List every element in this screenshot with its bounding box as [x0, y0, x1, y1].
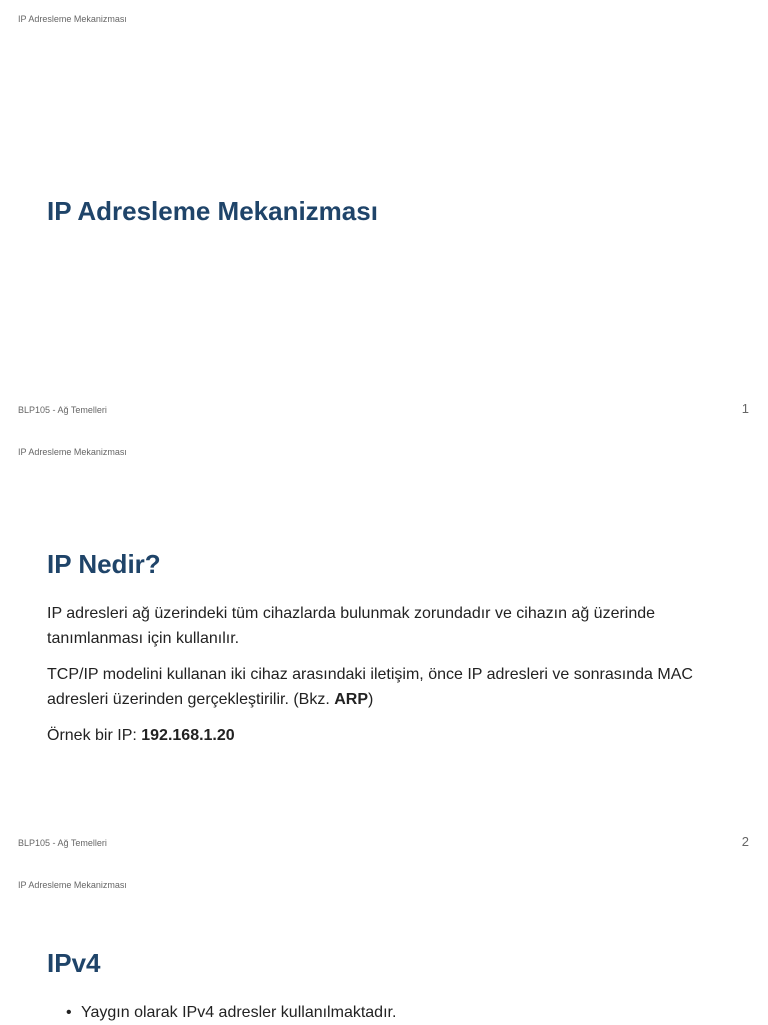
slide-header: IP Adresleme Mekanizması: [18, 880, 127, 890]
slide-title: IP Nedir?: [47, 549, 161, 579]
paragraph: TCP/IP modelini kullanan iki cihaz arasındaki iletişim, önce IP adresleri ve sonrasında MAC adresleri üzerinden gerçekleştirilir. (Bkz. ARP): [47, 666, 693, 708]
slide-footer-course: BLP105 - Ağ Temelleri: [18, 838, 107, 848]
bullet-list: [66, 1000, 396, 1025]
slide-title: IP Adresleme Mekanizması: [47, 196, 378, 226]
bold-term: ARP: [334, 691, 368, 708]
example-ip: 192.168.1.20: [141, 727, 235, 744]
paragraph: Örnek bir IP: 192.168.1.20: [47, 727, 235, 744]
slide-body: [47, 601, 727, 759]
slide-title: IPv4: [47, 948, 101, 978]
bullet-icon: •: [66, 1004, 72, 1021]
list-item: • Yaygın olarak IPv4 adresler kullanılmaktadır.: [66, 1000, 396, 1025]
slide-3: [0, 866, 768, 1024]
slide-page-number: 2: [741, 834, 749, 849]
slide-2: [0, 433, 768, 866]
slide-header: IP Adresleme Mekanizması: [18, 14, 127, 24]
slide-1: [0, 0, 768, 433]
slide-page-number: 1: [741, 401, 749, 416]
paragraph: IP adresleri ağ üzerindeki tüm cihazlarda bulunmak zorundadır ve cihazın ağ üzerinde tanımlanması için kullanılır.: [47, 605, 656, 647]
slide-footer-course: BLP105 - Ağ Temelleri: [18, 405, 107, 415]
slide-header: IP Adresleme Mekanizması: [18, 447, 127, 457]
